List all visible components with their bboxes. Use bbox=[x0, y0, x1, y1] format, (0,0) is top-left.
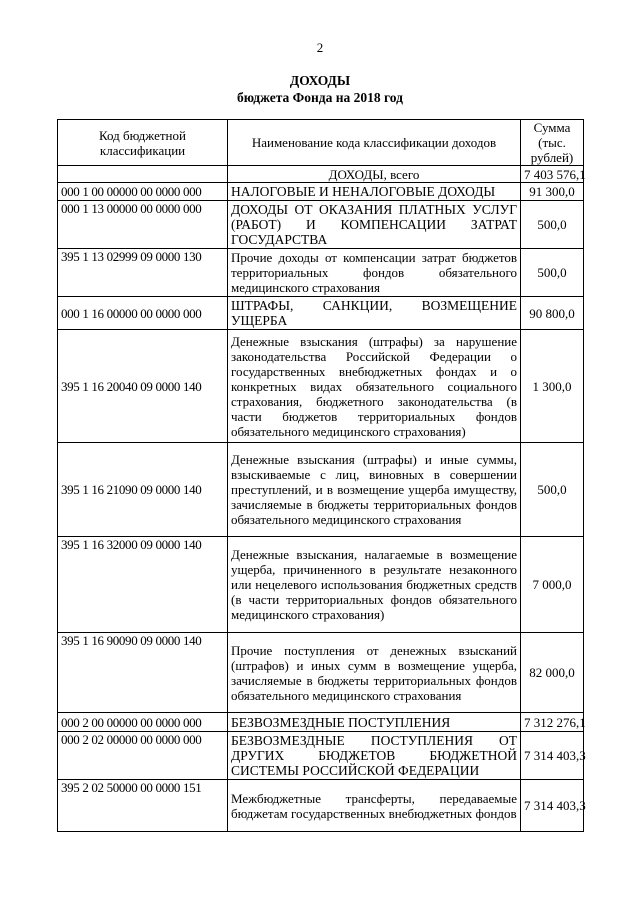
row-code: 395 1 16 90090 09 0000 140 bbox=[58, 633, 228, 713]
row-sum: 7 312 276,1 bbox=[521, 713, 584, 732]
page-number: 2 bbox=[316, 40, 324, 55]
row-code bbox=[58, 166, 228, 183]
header-code: Код бюджетной классификации bbox=[58, 120, 228, 166]
row-sum: 91 300,0 bbox=[521, 183, 584, 201]
row-name: Денежные взыскания (штрафы) за нарушение законодательства Российской Федерации о государственных внебюджетных фондах и о конкретных видах обязательного социального страхования, бюджетного законодательства (в части бюджетов территориальных фондов обязательного медицинского страхования) bbox=[228, 330, 521, 443]
table-row bbox=[58, 732, 584, 780]
table-row bbox=[58, 713, 584, 732]
row-name: БЕЗВОЗМЕЗДНЫЕ ПОСТУПЛЕНИЯ ОТ ДРУГИХ БЮДЖЕТОВ БЮДЖЕТНОЙ СИСТЕМЫ РОССИЙСКОЙ ФЕДЕРАЦИИ bbox=[228, 732, 521, 780]
row-code: 395 1 16 20040 09 0000 140 bbox=[58, 330, 228, 443]
header-sum: Сумма (тыс. рублей) bbox=[521, 120, 584, 166]
row-code: 000 1 16 00000 00 0000 000 bbox=[58, 297, 228, 330]
row-sum: 500,0 bbox=[521, 443, 584, 537]
row-sum: 90 800,0 bbox=[521, 297, 584, 330]
table-row bbox=[58, 780, 584, 832]
row-code: 000 1 13 00000 00 0000 000 bbox=[58, 201, 228, 249]
income-table bbox=[57, 119, 584, 832]
row-name: БЕЗВОЗМЕЗДНЫЕ ПОСТУПЛЕНИЯ bbox=[228, 713, 521, 732]
table-row bbox=[58, 201, 584, 249]
table-row bbox=[58, 537, 584, 633]
row-sum: 7 314 403,3 bbox=[521, 732, 584, 780]
row-name: ШТРАФЫ, САНКЦИИ, ВОЗМЕЩЕНИЕ УЩЕРБА bbox=[228, 297, 521, 330]
row-code: 395 1 16 21090 09 0000 140 bbox=[58, 443, 228, 537]
row-sum: 1 300,0 bbox=[521, 330, 584, 443]
document-title bbox=[0, 72, 640, 106]
row-name: ДОХОДЫ ОТ ОКАЗАНИЯ ПЛАТНЫХ УСЛУГ (РАБОТ) И КОМПЕНСАЦИИ ЗАТРАТ ГОСУДАРСТВА bbox=[228, 201, 521, 249]
row-sum: 82 000,0 bbox=[521, 633, 584, 713]
row-name: Межбюджетные трансферты, передаваемые бюджетам государственных внебюджетных фондов bbox=[228, 780, 521, 832]
title-line-2: бюджета Фонда на 2018 год bbox=[237, 90, 403, 105]
table-row bbox=[58, 330, 584, 443]
table-row bbox=[58, 633, 584, 713]
table-row bbox=[58, 297, 584, 330]
row-name: ДОХОДЫ, всего bbox=[228, 166, 521, 183]
row-name: Прочие поступления от денежных взысканий (штрафов) и иных сумм в возмещение ущерба, зачисляемые в бюджеты территориальных фондов обязательного медицинского страхования bbox=[228, 633, 521, 713]
row-sum: 7 403 576,1 bbox=[521, 166, 584, 183]
table-row bbox=[58, 443, 584, 537]
row-name: Денежные взыскания (штрафы) и иные суммы, взыскиваемые с лиц, виновных в совершении преступлений, и в возмещение ущерба имуществу, зачисляемые в бюджеты территориальных фондов обязательного медицинского страхования bbox=[228, 443, 521, 537]
row-sum: 500,0 bbox=[521, 201, 584, 249]
row-code: 395 1 16 32000 09 0000 140 bbox=[58, 537, 228, 633]
row-sum: 7 000,0 bbox=[521, 537, 584, 633]
title-line-1: ДОХОДЫ bbox=[289, 73, 351, 88]
row-code: 000 2 00 00000 00 0000 000 bbox=[58, 713, 228, 732]
table-header-row bbox=[58, 120, 584, 166]
table-row bbox=[58, 166, 584, 183]
row-sum: 7 314 403,3 bbox=[521, 780, 584, 832]
row-name: Прочие доходы от компенсации затрат бюджетов территориальных фондов обязательного медицинского страхования bbox=[228, 249, 521, 297]
row-name: НАЛОГОВЫЕ И НЕНАЛОГОВЫЕ ДОХОДЫ bbox=[228, 183, 521, 201]
row-sum: 500,0 bbox=[521, 249, 584, 297]
row-name: Денежные взыскания, налагаемые в возмещение ущерба, причиненного в результате незаконного или нецелевого использования бюджетных средств (в части территориальных фондов обязательного медицинского страхования) bbox=[228, 537, 521, 633]
table-row bbox=[58, 183, 584, 201]
row-code: 000 1 00 00000 00 0000 000 bbox=[58, 183, 228, 201]
row-code: 395 2 02 50000 00 0000 151 bbox=[58, 780, 228, 832]
row-code: 395 1 13 02999 09 0000 130 bbox=[58, 249, 228, 297]
header-name: Наименование кода классификации доходов bbox=[228, 120, 521, 166]
row-code: 000 2 02 00000 00 0000 000 bbox=[58, 732, 228, 780]
table-row bbox=[58, 249, 584, 297]
